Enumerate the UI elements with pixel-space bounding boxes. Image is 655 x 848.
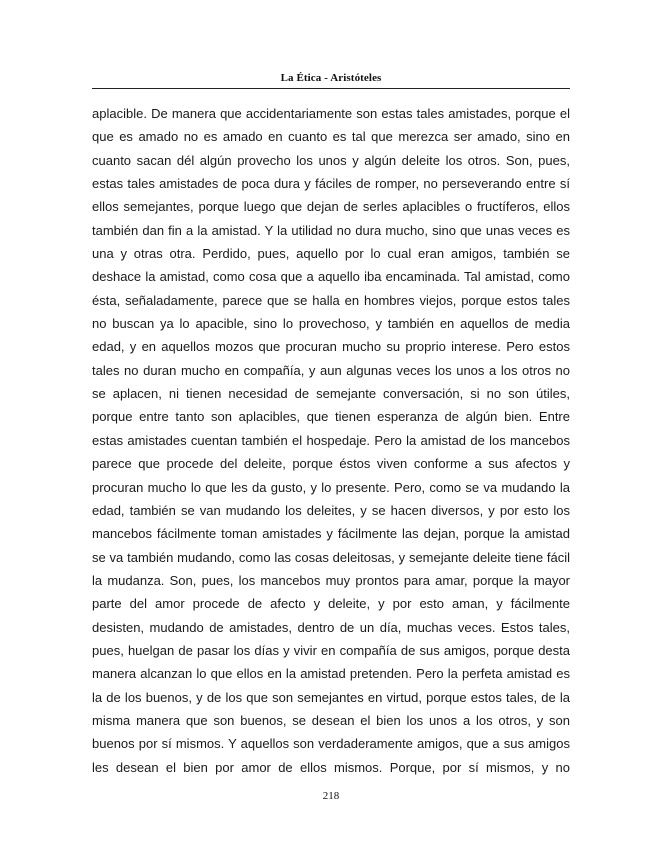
text-line: deshace la amistad, como cosa que a aquello iba encaminada. Tal amistad, como <box>92 269 570 285</box>
text-line: manera alcanzan lo que ellos en la amistad pretenden. Pero la perfeta amistad es <box>92 666 570 682</box>
text-line: les desean el bien por amor de ellos mismos. Porque, por sí mismos, y no <box>92 759 570 775</box>
body-text <box>92 102 570 779</box>
text-line: tales no duran mucho en compañía, y aun algunas veces los unos a los otros no <box>92 362 570 378</box>
text-line: edad, y en aquellos mozos que procuran mucho su proprio interese. Pero estos <box>92 339 570 355</box>
text-line: se aplacen, ni tienen necesidad de semejante conversación, si no son útiles, <box>92 386 570 402</box>
text-line: se va también mudando, como las cosas deleitosas, y semejante deleite tiene fácil <box>92 549 570 565</box>
header-rule <box>92 88 570 89</box>
text-line: también dan fin a la amistad. Y la utilidad no dura mucho, sino que unas veces es <box>92 222 570 238</box>
text-line: misma manera que son buenos, se desean el bien los unos a los otros, y son <box>92 712 570 728</box>
text-line: la de los buenos, y de los que son semejantes en virtud, porque estos tales, de la <box>92 689 570 705</box>
text-line: buenos por sí mismos. Y aquellos son verdaderamente amigos, que a sus amigos <box>92 736 570 752</box>
running-header: La Ética - Aristóteles <box>280 72 382 84</box>
text-line: pues, huelgan de pasar los días y vivir en compañía de sus amigos, porque desta <box>92 642 570 658</box>
text-line: porque entre tanto son aplacibles, que tienen esperanza de algún bien. Entre <box>92 409 570 425</box>
text-line: ellos semejantes, porque luego que dejan de serles aplacibles o fructíferos, ellos <box>92 199 570 215</box>
text-line: parte del amor procede de afecto y deleite, y por esto aman, y fácilmente <box>92 596 570 612</box>
text-line: ésta, señaladamente, parece que se halla en hombres viejos, porque estos tales <box>92 292 570 308</box>
text-line: estas tales amistades de poca dura y fáciles de romper, no perseverando entre sí <box>92 176 570 192</box>
text-line: una y otras otra. Perdido, pues, aquello por lo cual eran amigos, también se <box>92 246 570 262</box>
text-line: que es amado no es amado en cuanto es tal que merezca ser amado, sino en <box>92 129 570 145</box>
text-line: mancebos fácilmente toman amistades y fácilmente las dejan, porque la amistad <box>92 526 570 542</box>
text-line: la mudanza. Son, pues, los mancebos muy prontos para amar, porque la mayor <box>92 572 570 588</box>
text-line: estas amistades cuentan también el hospedaje. Pero la amistad de los mancebos <box>92 432 570 448</box>
text-line: no buscan ya lo apacible, sino lo provechoso, y también en aquellos de media <box>92 316 570 332</box>
text-line: cuanto sacan dél algún provecho los unos y algún deleite los otros. Son, pues, <box>92 152 570 168</box>
page-number: 218 <box>322 790 340 802</box>
text-line: aplacible. De manera que accidentariamente son estas tales amistades, porque el <box>92 106 570 121</box>
text-line: edad, también se van mudando los deleites, y se hacen diversos, y por esto los <box>92 502 570 518</box>
text-line: parece que procede del deleite, porque éstos viven conforme a sus afectos y <box>92 456 570 472</box>
text-line: desisten, mudando de amistades, dentro de un día, muchas veces. Estos tales, <box>92 619 570 635</box>
text-line: procuran mucho lo que les da gusto, y lo presente. Pero, como se va mudando la <box>92 479 570 495</box>
